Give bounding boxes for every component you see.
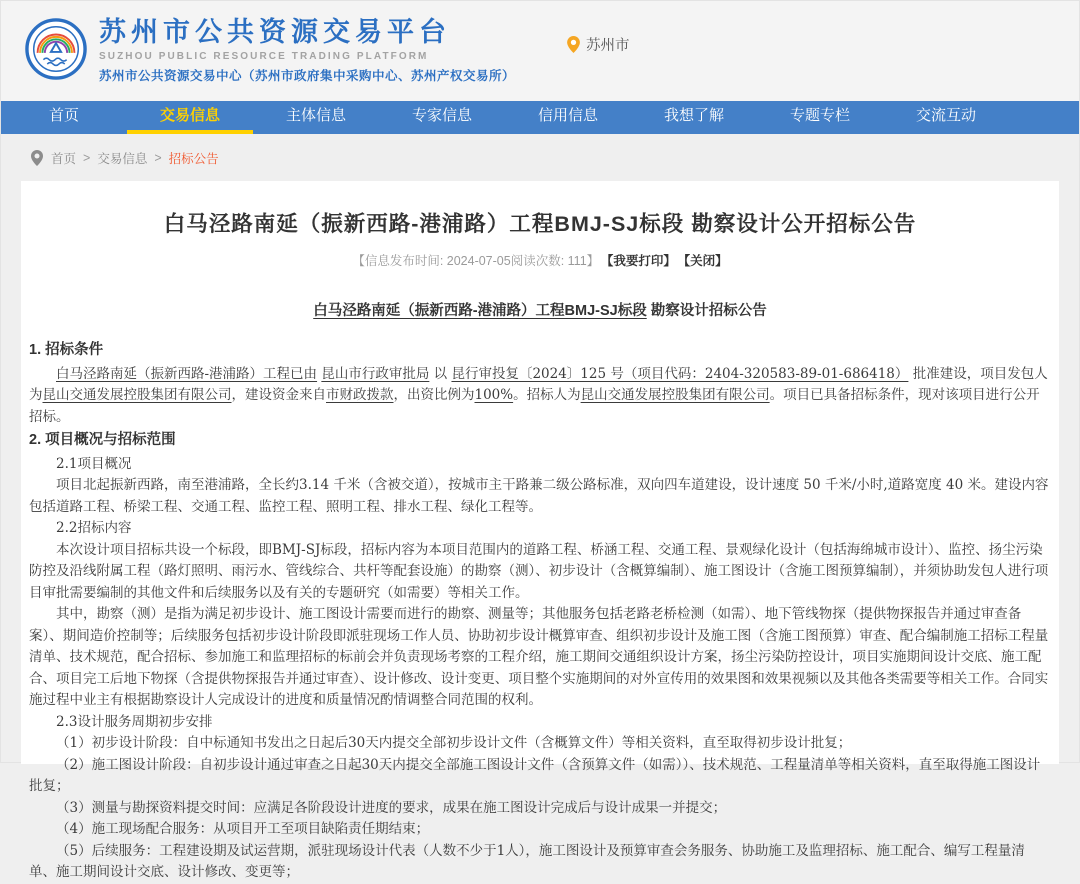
page-title: 白马泾路南延（振新西路-港浦路）工程BMJ-SJ标段 勘察设计公开招标公告 [163, 212, 917, 236]
breadcrumb-home[interactable]: 首页 [51, 151, 77, 166]
schedule-item: （3）测量与勘探资料提交时间：应满足各阶段设计进度的要求，成果在施工图设计完成后与设计成果一并提交； [56, 799, 727, 816]
breadcrumb-pin-icon [31, 150, 43, 166]
schedule-item: （2）施工图设计阶段：自初步设计通过审查之日起30天内提交全部施工图设计文件（含预算文件（如需））、技术规范、工程量清单等相关资料，直至取得施工图设计批复； [29, 756, 1041, 794]
nav-item-special-column[interactable]: 专题专栏 [789, 107, 850, 124]
brand-subtitle: 苏州市公共资源交易中心（苏州市政府集中采购中心、苏州产权交易所） [99, 68, 516, 83]
schedule-item: （4）施工现场配合服务：从项目开工至项目缺陷责任期结束； [56, 821, 430, 837]
city-label: 苏州市 [586, 37, 630, 54]
document-subtitle: 白马泾路南延（振新西路-港浦路）工程BMJ-SJ标段 勘察设计招标公告 [313, 303, 767, 319]
publish-info: 【信息发布时间: 2024-07-05阅读次数: 111】 [352, 254, 600, 268]
schedule-item: （5）后续服务：工程建设期及试运营期，派驻现场设计代表（人数不少于1人），施工图设计及预算审查会务服务、协助施工及监理招标、施工配合、编写工程量清单、施工期间设计交底、设计修改、变更等； [29, 842, 1025, 880]
city-selector[interactable] [567, 34, 630, 55]
nav-item-interaction[interactable]: 交流互动 [915, 107, 976, 124]
location-pin-icon [567, 36, 580, 53]
breadcrumb [1, 134, 1079, 181]
section-2-2-paragraph-1: 本次设计项目招标共设一个标段，即BMJ-SJ标段，招标内容为本项目范围内的道路工程、桥涵工程、交通工程、景观绿化设计（包括海绵城市设计）、监控、扬尘污染防控及沿线附属工程（路灯照明、雨污水、管线综合、共杆等配套设施）的勘察（测）、初步设计（含概算编制）、施工图设计（含施工图预算编制），并须协助发包人进行项目审批需要编制的其他文件和后续服务以及有关的专题研究（如需要）等相关工作。 [29, 541, 1049, 601]
section-2-1-paragraph: 项目北起振新西路，南至港浦路，全长约3.14 千米（含被交道），按城市主干路兼二级公路标准，双向四车道建设，设计速度 50 千米/小时,道路宽度 40 米。建设内容包括道路工程、桥梁工程、交通工程、监控工程、照明工程、排水工程、绿化工程等。 [29, 477, 1049, 515]
section-1-heading: 1. 招标条件 [29, 342, 104, 358]
schedule-item: （1）初步设计阶段：自中标通知书发出之日起后30天内提交全部初步设计文件（含概算文件）等相关资料，直至取得初步设计批复； [56, 735, 852, 751]
breadcrumb-separator: > [154, 150, 162, 165]
section-2-2-paragraph-2: 其中，勘察（测）是指为满足初步设计、施工图设计需要而进行的勘察、测量等；其他服务包括老路老桥检测（如需）、地下管线物探（提供物探报告并通过审查备案）、期间造价控制等；后续服务包括初步设计阶段即派驻现场工作人员、协助初步设计概算审查、组织初步设计及施工图（含施工图预算）审查、配合编制施工招标工程量清单、技术规范，配合招标、参加施工和监理招标的标前会并负责现场考察的工程介绍，施工期间交通组织设计方案，扬尘污染防控设计，项目实施期间设计交底、施工配合、项目完工后地下物探（含提供物探报告并通过审查）、设计修改、设计变更、项目整个实施期间的对外宣传用的效果图和效果视频以及其他各类需要等相关工作。合同实施过程中业主有根据勘察设计人完成设计的进度和质量情况酌情调整合同范围的权利。 [29, 606, 1049, 708]
main-nav [1, 101, 1079, 134]
breadcrumb-separator: > [83, 150, 91, 165]
nav-item-entity-info[interactable]: 主体信息 [285, 107, 346, 124]
brand-title: 苏州市公共资源交易平台 [99, 17, 451, 48]
site-logo-icon [25, 18, 87, 85]
section-1-paragraph: 白马泾路南延（振新西路-港浦路）工程已由 昆山市行政审批局 以 昆行审投复〔2024〕125 号（项目代码：2404-320583-89-01-686418） 批准建设，项目发包人为昆山交通发展控股集团有限公司，建设资金来自市财政拨款，出资比例为100%。招标人为昆山交通发展控股集团有限公司。项目已具备招标条件，现对该项目进行公开招标。 [29, 365, 1048, 425]
nav-item-credit-info[interactable]: 信用信息 [537, 107, 598, 124]
section-2-heading: 2. 项目概况与招标范围 [29, 432, 176, 448]
meta-line [29, 251, 1051, 269]
section-2-1-heading: 2.1项目概况 [56, 455, 132, 472]
close-button[interactable]: 【关闭】 [683, 254, 728, 268]
brand-title-en: SUZHOU PUBLIC RESOURCE TRADING PLATFORM [99, 50, 429, 62]
breadcrumb-current: 招标公告 [168, 151, 219, 166]
breadcrumb-trade-info[interactable]: 交易信息 [97, 151, 148, 166]
nav-item-trade-info[interactable]: 交易信息 [127, 101, 253, 134]
nav-item-want-to-know[interactable]: 我想了解 [663, 107, 724, 124]
section-2-3-heading: 2.3设计服务周期初步安排 [56, 713, 213, 730]
site-header [1, 1, 1079, 101]
nav-item-home[interactable]: 首页 [48, 107, 79, 124]
section-2-2-heading: 2.2招标内容 [56, 520, 132, 536]
nav-item-expert-info[interactable]: 专家信息 [411, 107, 472, 124]
brand-home-link[interactable] [25, 18, 515, 85]
print-button[interactable]: 【我要打印】 [607, 254, 676, 268]
announcement-card [21, 181, 1059, 880]
announcement-body [29, 340, 1051, 884]
